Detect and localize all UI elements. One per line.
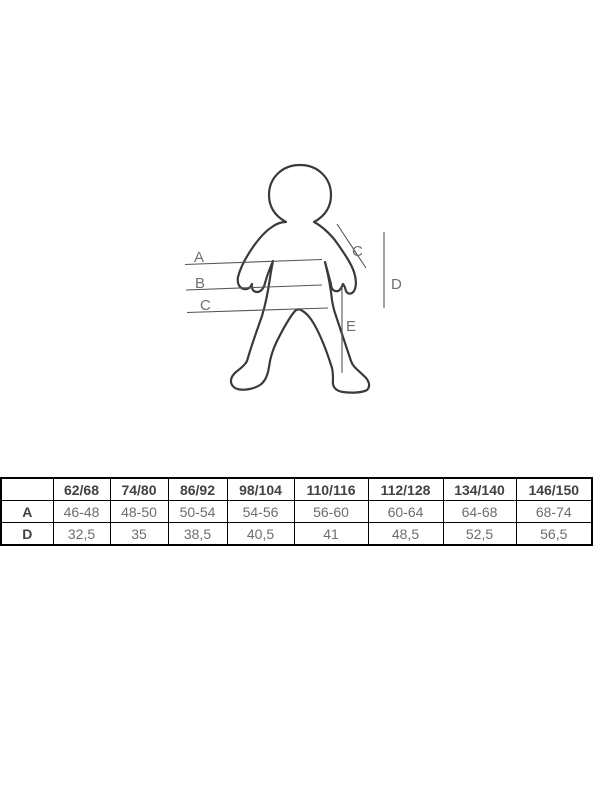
size-value-cell: 56,5 bbox=[516, 523, 592, 546]
measure-label-d: D bbox=[391, 276, 402, 293]
table-row-d bbox=[1, 523, 592, 546]
size-value-cell: 41 bbox=[294, 523, 368, 546]
size-column-header: 134/140 bbox=[443, 478, 516, 501]
size-value-cell: 56-60 bbox=[294, 501, 368, 523]
size-value-cell: 54-56 bbox=[227, 501, 294, 523]
table-row-a bbox=[1, 501, 592, 523]
size-value-cell: 46-48 bbox=[53, 501, 110, 523]
size-value-cell: 68-74 bbox=[516, 501, 592, 523]
size-value-cell: 40,5 bbox=[227, 523, 294, 546]
size-value-cell: 32,5 bbox=[53, 523, 110, 546]
size-column-header: 86/92 bbox=[168, 478, 227, 501]
size-value-cell: 60-64 bbox=[368, 501, 443, 523]
size-value-cell: 48-50 bbox=[110, 501, 168, 523]
size-value-cell: 52,5 bbox=[443, 523, 516, 546]
measure-label-b: B bbox=[195, 275, 206, 292]
corner-cell bbox=[1, 478, 53, 501]
size-column-header: 74/80 bbox=[110, 478, 168, 501]
size-value-cell: 38,5 bbox=[168, 523, 227, 546]
row-label: D bbox=[1, 523, 53, 546]
row-label: A bbox=[1, 501, 53, 523]
size-value-cell: 50-54 bbox=[168, 501, 227, 523]
measure-label-c-diagonal: C bbox=[352, 243, 363, 260]
size-table bbox=[0, 477, 593, 546]
body-outline bbox=[231, 165, 369, 393]
size-column-header: 110/116 bbox=[294, 478, 368, 501]
measure-label-a: A bbox=[194, 249, 205, 266]
size-value-cell: 35 bbox=[110, 523, 168, 546]
size-value-cell: 48,5 bbox=[368, 523, 443, 546]
size-column-header: 146/150 bbox=[516, 478, 592, 501]
size-column-header: 62/68 bbox=[53, 478, 110, 501]
size-column-header: 98/104 bbox=[227, 478, 294, 501]
measure-label-e: E bbox=[346, 318, 357, 335]
size-column-header: 112/128 bbox=[368, 478, 443, 501]
measure-label-c: C bbox=[200, 297, 211, 314]
table-header-row bbox=[1, 478, 592, 501]
size-value-cell: 64-68 bbox=[443, 501, 516, 523]
